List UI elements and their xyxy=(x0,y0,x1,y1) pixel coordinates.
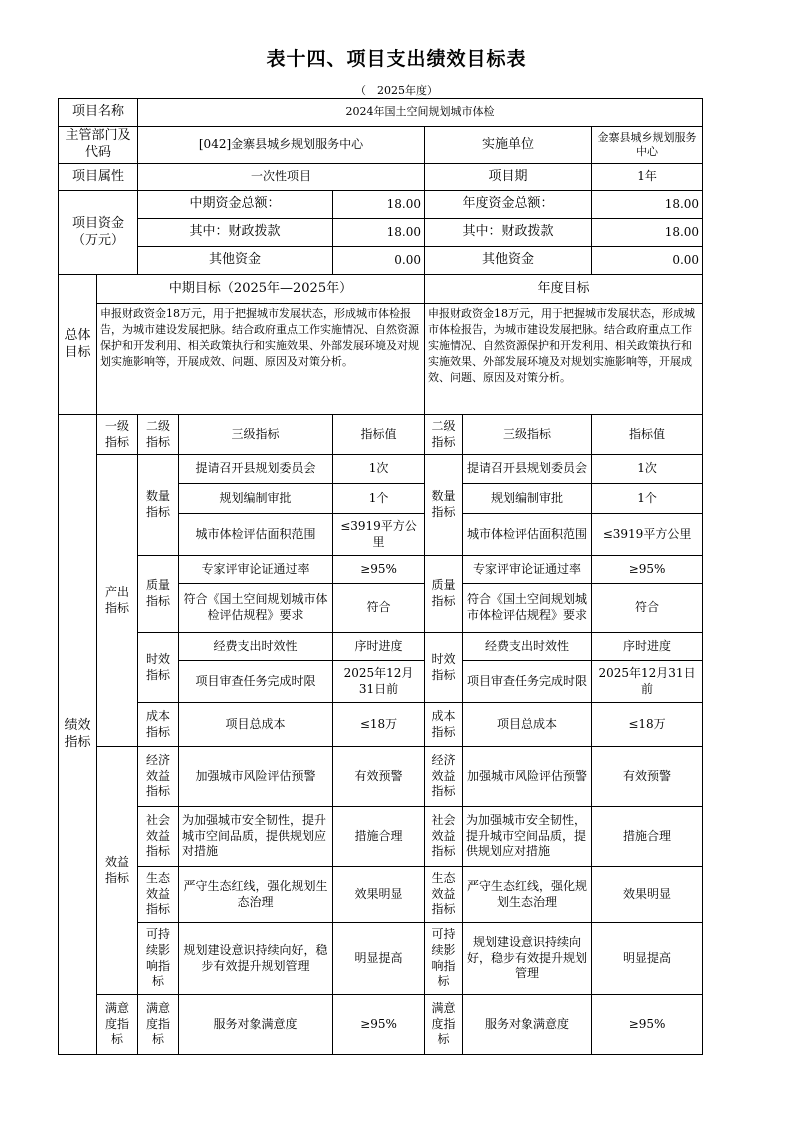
indicator-name: 符合《国土空间规划城市体检评估规程》要求 xyxy=(463,584,592,633)
economic-label-year: 经济效益指标 xyxy=(425,747,463,807)
attr-value: 一次性项目 xyxy=(138,164,425,191)
indicator-name: 项目总成本 xyxy=(179,703,333,747)
dept-value: [042]金寨县城乡规划服务中心 xyxy=(138,127,425,164)
indicator-name: 严守生态红线，强化规划生态治理 xyxy=(179,867,333,923)
indicator-value: 符合 xyxy=(592,584,703,633)
indicator-value: 2025年12月31日前 xyxy=(333,661,425,703)
h-level2-year: 二级指标 xyxy=(425,415,463,455)
indicator-value: 序时进度 xyxy=(592,633,703,661)
perf-label: 绩效指标 xyxy=(59,415,97,1055)
indicator-value: 明显提高 xyxy=(333,923,425,995)
indicator-value: ≤18万 xyxy=(333,703,425,747)
indicator-name: 规划编制审批 xyxy=(463,484,592,514)
goals-label: 总体目标 xyxy=(59,275,97,415)
indicator-value: ≥95% xyxy=(592,556,703,584)
indicator-value: ≥95% xyxy=(333,556,425,584)
indicator-name: 规划编制审批 xyxy=(179,484,333,514)
indicator-value: 序时进度 xyxy=(333,633,425,661)
satisfaction-label: 满意度指标 xyxy=(97,995,138,1055)
h-level2-mid: 二级指标 xyxy=(138,415,179,455)
impl-label: 实施单位 xyxy=(425,127,592,164)
h-level3-year: 三级指标 xyxy=(463,415,592,455)
page-title: 表十四、项目支出绩效目标表 xyxy=(266,48,527,70)
output-label: 产出指标 xyxy=(97,455,138,747)
indicator-value: 措施合理 xyxy=(592,807,703,867)
satisfaction-label-mid: 满意度指标 xyxy=(138,995,179,1055)
attr-label: 项目属性 xyxy=(59,164,138,191)
indicator-value: ≤3919平方公里 xyxy=(333,514,425,556)
mid-fiscal-label: 其中：财政拨款 xyxy=(138,219,333,247)
project-name-value: 2024年国土空间规划城市体检 xyxy=(138,99,703,127)
project-name-label: 项目名称 xyxy=(59,99,138,127)
timeliness-label-mid: 时效指标 xyxy=(138,633,179,703)
quantity-label-mid: 数量指标 xyxy=(138,455,179,556)
indicator-name: 城市体检评估面积范围 xyxy=(463,514,592,556)
indicator-value: 1次 xyxy=(333,455,425,484)
year-goal-header: 年度目标 xyxy=(425,275,703,304)
economic-label-mid: 经济效益指标 xyxy=(138,747,179,807)
quality-label-year: 质量指标 xyxy=(425,556,463,633)
indicator-value: 明显提高 xyxy=(592,923,703,995)
indicator-value: 措施合理 xyxy=(333,807,425,867)
indicator-value: 效果明显 xyxy=(592,867,703,923)
cost-label-mid: 成本指标 xyxy=(138,703,179,747)
indicator-value: 2025年12月31日前 xyxy=(592,661,703,703)
indicator-value: ≥95% xyxy=(592,995,703,1055)
funds-label: 项目资金（万元） xyxy=(59,191,138,275)
indicator-name: 专家评审论证通过率 xyxy=(179,556,333,584)
indicator-name: 项目审查任务完成时限 xyxy=(463,661,592,703)
mid-total-label: 中期资金总额： xyxy=(138,191,333,219)
year-other-value: 0.00 xyxy=(592,247,703,275)
sustainable-label-year: 可持续影响指标 xyxy=(425,923,463,995)
quality-label-mid: 质量指标 xyxy=(138,556,179,633)
performance-table xyxy=(58,98,703,1055)
indicator-value: 1个 xyxy=(592,484,703,514)
social-label-year: 社会效益指标 xyxy=(425,807,463,867)
benefit-label: 效益指标 xyxy=(97,747,138,995)
indicator-value: ≤3919平方公里 xyxy=(592,514,703,556)
cost-label-year: 成本指标 xyxy=(425,703,463,747)
indicator-value: 符合 xyxy=(333,584,425,633)
mid-fiscal-value: 18.00 xyxy=(333,219,425,247)
indicator-value: 有效预警 xyxy=(333,747,425,807)
ecological-label-mid: 生态效益指标 xyxy=(138,867,179,923)
h-level1: 一级指标 xyxy=(97,415,138,455)
year-total-value: 18.00 xyxy=(592,191,703,219)
indicator-name: 项目总成本 xyxy=(463,703,592,747)
year-fiscal-value: 18.00 xyxy=(592,219,703,247)
mid-other-value: 0.00 xyxy=(333,247,425,275)
mid-other-label: 其他资金 xyxy=(138,247,333,275)
sustainable-label-mid: 可持续影响指标 xyxy=(138,923,179,995)
indicator-value: ≤18万 xyxy=(592,703,703,747)
indicator-name: 为加强城市安全韧性，提升城市空间品质，提供规划应对措施 xyxy=(463,807,592,867)
indicator-name: 项目审查任务完成时限 xyxy=(179,661,333,703)
h-value-mid: 指标值 xyxy=(333,415,425,455)
year-total-label: 年度资金总额： xyxy=(425,191,592,219)
h-level3-mid: 三级指标 xyxy=(179,415,333,455)
dept-label: 主管部门及代码 xyxy=(59,127,138,164)
h-value-year: 指标值 xyxy=(592,415,703,455)
year-other-label: 其他资金 xyxy=(425,247,592,275)
indicator-name: 为加强城市安全韧性，提升城市空间品质，提供规划应对措施 xyxy=(179,807,333,867)
social-label-mid: 社会效益指标 xyxy=(138,807,179,867)
indicator-name: 加强城市风险评估预警 xyxy=(179,747,333,807)
indicator-name: 提请召开县规划委员会 xyxy=(179,455,333,484)
year-label: （ 2025年度） xyxy=(355,84,438,97)
indicator-name: 提请召开县规划委员会 xyxy=(463,455,592,484)
mid-total-value: 18.00 xyxy=(333,191,425,219)
year-goal-text: 申报财政资金18万元，用于把握城市发展状态，形成城市体检报告，为城市建设发展把脉。结合政府重点工作实施情况、自然资源保护和开发利用、相关政策执行和实施效果、外部发展环境及对规划实施影响等，开展成效、问题、原因及对策分析。 xyxy=(425,304,703,415)
mid-goal-header: 中期目标（2025年—2025年） xyxy=(97,275,425,304)
period-value: 1年 xyxy=(592,164,703,191)
period-label: 项目期 xyxy=(425,164,592,191)
indicator-name: 专家评审论证通过率 xyxy=(463,556,592,584)
indicator-name: 经费支出时效性 xyxy=(463,633,592,661)
indicator-value: ≥95% xyxy=(333,995,425,1055)
indicator-name: 服务对象满意度 xyxy=(463,995,592,1055)
timeliness-label-year: 时效指标 xyxy=(425,633,463,703)
satisfaction-label-year: 满意度指标 xyxy=(425,995,463,1055)
indicator-value: 1个 xyxy=(333,484,425,514)
indicator-value: 1次 xyxy=(592,455,703,484)
indicator-name: 符合《国土空间规划城市体检评估规程》要求 xyxy=(179,584,333,633)
impl-value: 金寨县城乡规划服务中心 xyxy=(592,127,703,164)
quantity-label-year: 数量指标 xyxy=(425,455,463,556)
mid-goal-text: 申报财政资金18万元，用于把握城市发展状态，形成城市体检报告，为城市建设发展把脉。结合政府重点工作实施情况、自然资源保护和开发利用、相关政策执行和实施效果、外部发展环境及对规划实施影响等，开展成效、问题、原因及对策分析。 xyxy=(97,304,425,415)
indicator-name: 加强城市风险评估预警 xyxy=(463,747,592,807)
indicator-name: 规划建设意识持续向好，稳步有效提升规划管理 xyxy=(179,923,333,995)
year-fiscal-label: 其中：财政拨款 xyxy=(425,219,592,247)
indicator-name: 经费支出时效性 xyxy=(179,633,333,661)
indicator-value: 效果明显 xyxy=(333,867,425,923)
indicator-name: 严守生态红线，强化规划生态治理 xyxy=(463,867,592,923)
indicator-name: 服务对象满意度 xyxy=(179,995,333,1055)
ecological-label-year: 生态效益指标 xyxy=(425,867,463,923)
indicator-name: 城市体检评估面积范围 xyxy=(179,514,333,556)
indicator-value: 有效预警 xyxy=(592,747,703,807)
indicator-name: 规划建设意识持续向好，稳步有效提升规划管理 xyxy=(463,923,592,995)
